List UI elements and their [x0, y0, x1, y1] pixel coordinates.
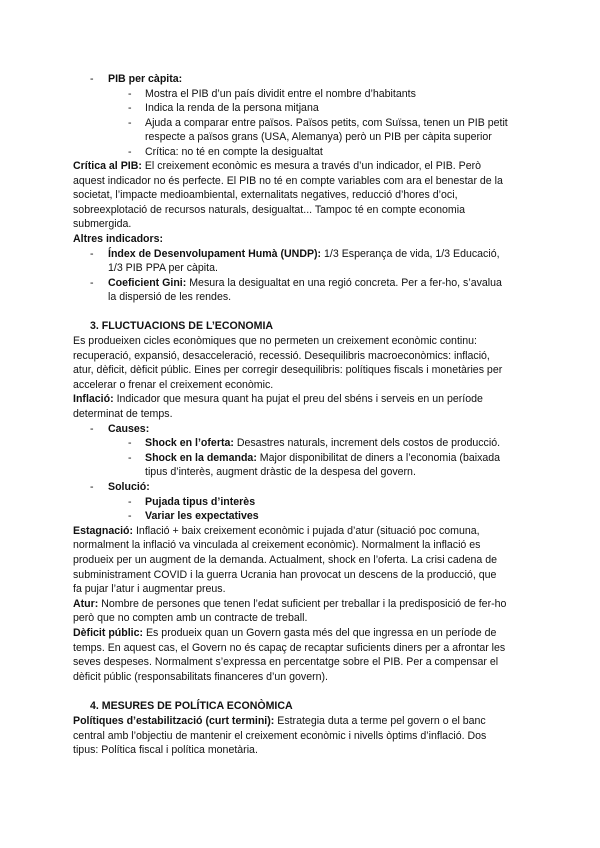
- paragraph-line: temps. En aquest cas, el Govern no és capaç de recaptar suficients diners per a afrontar les: [73, 642, 506, 654]
- atur-text: Nombre de persones que tenen l’edat suficient per treballar i la predisposició de fer-ho: [98, 598, 507, 610]
- paragraph-line: determinat de temps.: [73, 408, 173, 420]
- estagnacio-label: Estagnació:: [73, 525, 134, 537]
- critica-label: Crítica al PIB:: [73, 160, 142, 172]
- paragraph-line: tipus: Política fiscal i política monetària.: [73, 744, 258, 756]
- paragraph-line: seves despeses. Normalment s’expressa en percentatge sobre el PIB. Per a compensar el: [73, 656, 499, 668]
- list-dash: -: [90, 277, 94, 289]
- paragraph-line: produeix per un augment de la demanda. Actualment, shock en l’oferta. La crisi cadena de: [73, 554, 498, 566]
- paragraph-line: central amb l’objectiu de mantenir el creixement econòmic i nivells òptims d’inflació. Dos: [73, 730, 487, 742]
- estabilitzacio-text: Estrategia duta a terme pel govern o el banc: [274, 715, 486, 727]
- list-dash: -: [128, 117, 132, 129]
- solucio-label: Solució:: [108, 481, 150, 493]
- critica-text: El creixement econòmic es mesura a través d’un indicador, el PIB. Però: [141, 160, 482, 172]
- list-dash: -: [128, 510, 132, 522]
- list-item: Indica la renda de la persona mitjana: [145, 102, 319, 114]
- inflacio-text: Indicador que mesura quant ha pujat el preu del sbéns i serveis en un període: [113, 393, 483, 405]
- list-dash: -: [90, 73, 94, 85]
- idh-item: [108, 248, 500, 261]
- list-item-cont: tipus d’interès, augment dràstic de la despesa del govern.: [145, 466, 416, 478]
- list-dash: -: [128, 146, 132, 158]
- section-4-heading: 4. MESURES DE POLÍTICA ECONÒMICA: [90, 700, 293, 712]
- causes-label: Causes:: [108, 423, 150, 435]
- oferta-text: Desastres naturals, increment dels costos de producció.: [233, 437, 501, 449]
- paragraph-line: però que no compten amb un contracte de treball.: [73, 612, 308, 624]
- atur-label: Atur:: [73, 598, 99, 610]
- paragraph-line: societat, l’impacte medioambiental, externalitats negatives, reducció d’hores d’oci,: [73, 189, 458, 201]
- list-item-cont: la dispersió de les rendes.: [108, 291, 232, 303]
- list-item: Pujada tipus d’interès: [145, 496, 256, 508]
- paragraph-line: dèficit públic (responsabilitats financeres d’un govern).: [73, 671, 328, 683]
- list-dash: -: [90, 481, 94, 493]
- estabilitzacio-paragraph: [73, 715, 486, 728]
- paragraph-line: sobreexplotació de recursos naturals, desigualtat... Tampoc té en compte economia: [73, 204, 465, 216]
- gini-text: Mesura la desigualtat en una regió concreta. Per a fer-ho, s’avalua: [186, 277, 502, 289]
- list-dash: -: [128, 437, 132, 449]
- paragraph-line: fa pujar l’atur i augmentar preus.: [73, 583, 226, 595]
- list-dash: -: [128, 102, 132, 114]
- atur-paragraph: [73, 598, 506, 611]
- deficit-text: Es produeix quan un Govern gasta més del que ingressa en un període de: [143, 627, 497, 639]
- list-item: Mostra el PIB d’un país dividit entre el nombre d’habitants: [145, 88, 416, 100]
- section-3-heading: 3. FLUCTUACIONS DE L’ECONOMIA: [90, 320, 274, 332]
- paragraph-line: subministrament COVID i la guerra Ucrania han provocat un descens de la producció, que: [73, 569, 497, 581]
- deficit-paragraph: [73, 627, 496, 640]
- estabilitzacio-label: Polítiques d’estabilització (curt termini):: [73, 715, 275, 727]
- list-item: Crítica: no té en compte la desigualtat: [145, 146, 323, 158]
- inflacio-paragraph: [73, 393, 483, 406]
- inflacio-label: Inflació:: [73, 393, 114, 405]
- altres-indicadors-label: Altres indicadors:: [73, 233, 164, 245]
- demanda-label: Shock en la demanda:: [145, 452, 257, 464]
- list-item: Ajuda a comparar entre països. Països petits, com Suïssa, tenen un PIB petit: [145, 117, 508, 129]
- demanda-item: [145, 452, 500, 465]
- list-dash: -: [90, 248, 94, 260]
- list-item-cont: respecte a països grans (USA, Alemanya) però un PIB per càpita superior: [145, 131, 492, 143]
- deficit-label: Dèficit públic:: [73, 627, 144, 639]
- oferta-label: Shock en l’oferta:: [145, 437, 234, 449]
- paragraph-line: aquest indicador no és perfecte. El PIB no té en compte variables com ara el benestar de la: [73, 175, 503, 187]
- demanda-text: Major disponibilitat de diners a l’economia (baixada: [256, 452, 501, 464]
- oferta-item: [145, 437, 500, 450]
- paragraph-line: submergida.: [73, 218, 132, 230]
- critica-paragraph: [73, 160, 481, 173]
- estagnacio-paragraph: [73, 525, 480, 538]
- gini-item: [108, 277, 502, 290]
- gini-label: Coeficient Gini:: [108, 277, 187, 289]
- list-dash: -: [90, 423, 94, 435]
- list-item-cont: 1/3 PIB PPA per càpita.: [108, 262, 218, 274]
- list-dash: -: [128, 88, 132, 100]
- list-dash: -: [128, 496, 132, 508]
- estagnacio-text: Inflació + baix creixement econòmic i pujada d’atur (situació poc comuna,: [133, 525, 480, 537]
- paragraph-line: Es produeixen cicles econòmiques que no permeten un creixement econòmic continu:: [73, 335, 477, 347]
- paragraph-line: accelerar o frenar el creixement econòmic.: [73, 379, 274, 391]
- idh-label: Índex de Desenvolupament Humà (UNDP):: [108, 248, 322, 260]
- paragraph-line: recuperació, expansió, desacceleració, recessió. Desequilibris macroeconòmics: inflació,: [73, 350, 490, 362]
- list-dash: -: [128, 452, 132, 464]
- list-item: Variar les expectatives: [145, 510, 259, 522]
- paragraph-line: normalment la inflació va vinculada al creixement econòmic). Normalment la inflació es: [73, 539, 481, 551]
- pib-capita-title: PIB per càpita:: [108, 73, 183, 85]
- paragraph-line: atur, dèficit, dèficit públic. Eines per corregir desequilibris: polítiques fiscals i monetàries per: [73, 364, 503, 376]
- idh-text: 1/3 Esperança de vida, 1/3 Educació,: [321, 248, 500, 260]
